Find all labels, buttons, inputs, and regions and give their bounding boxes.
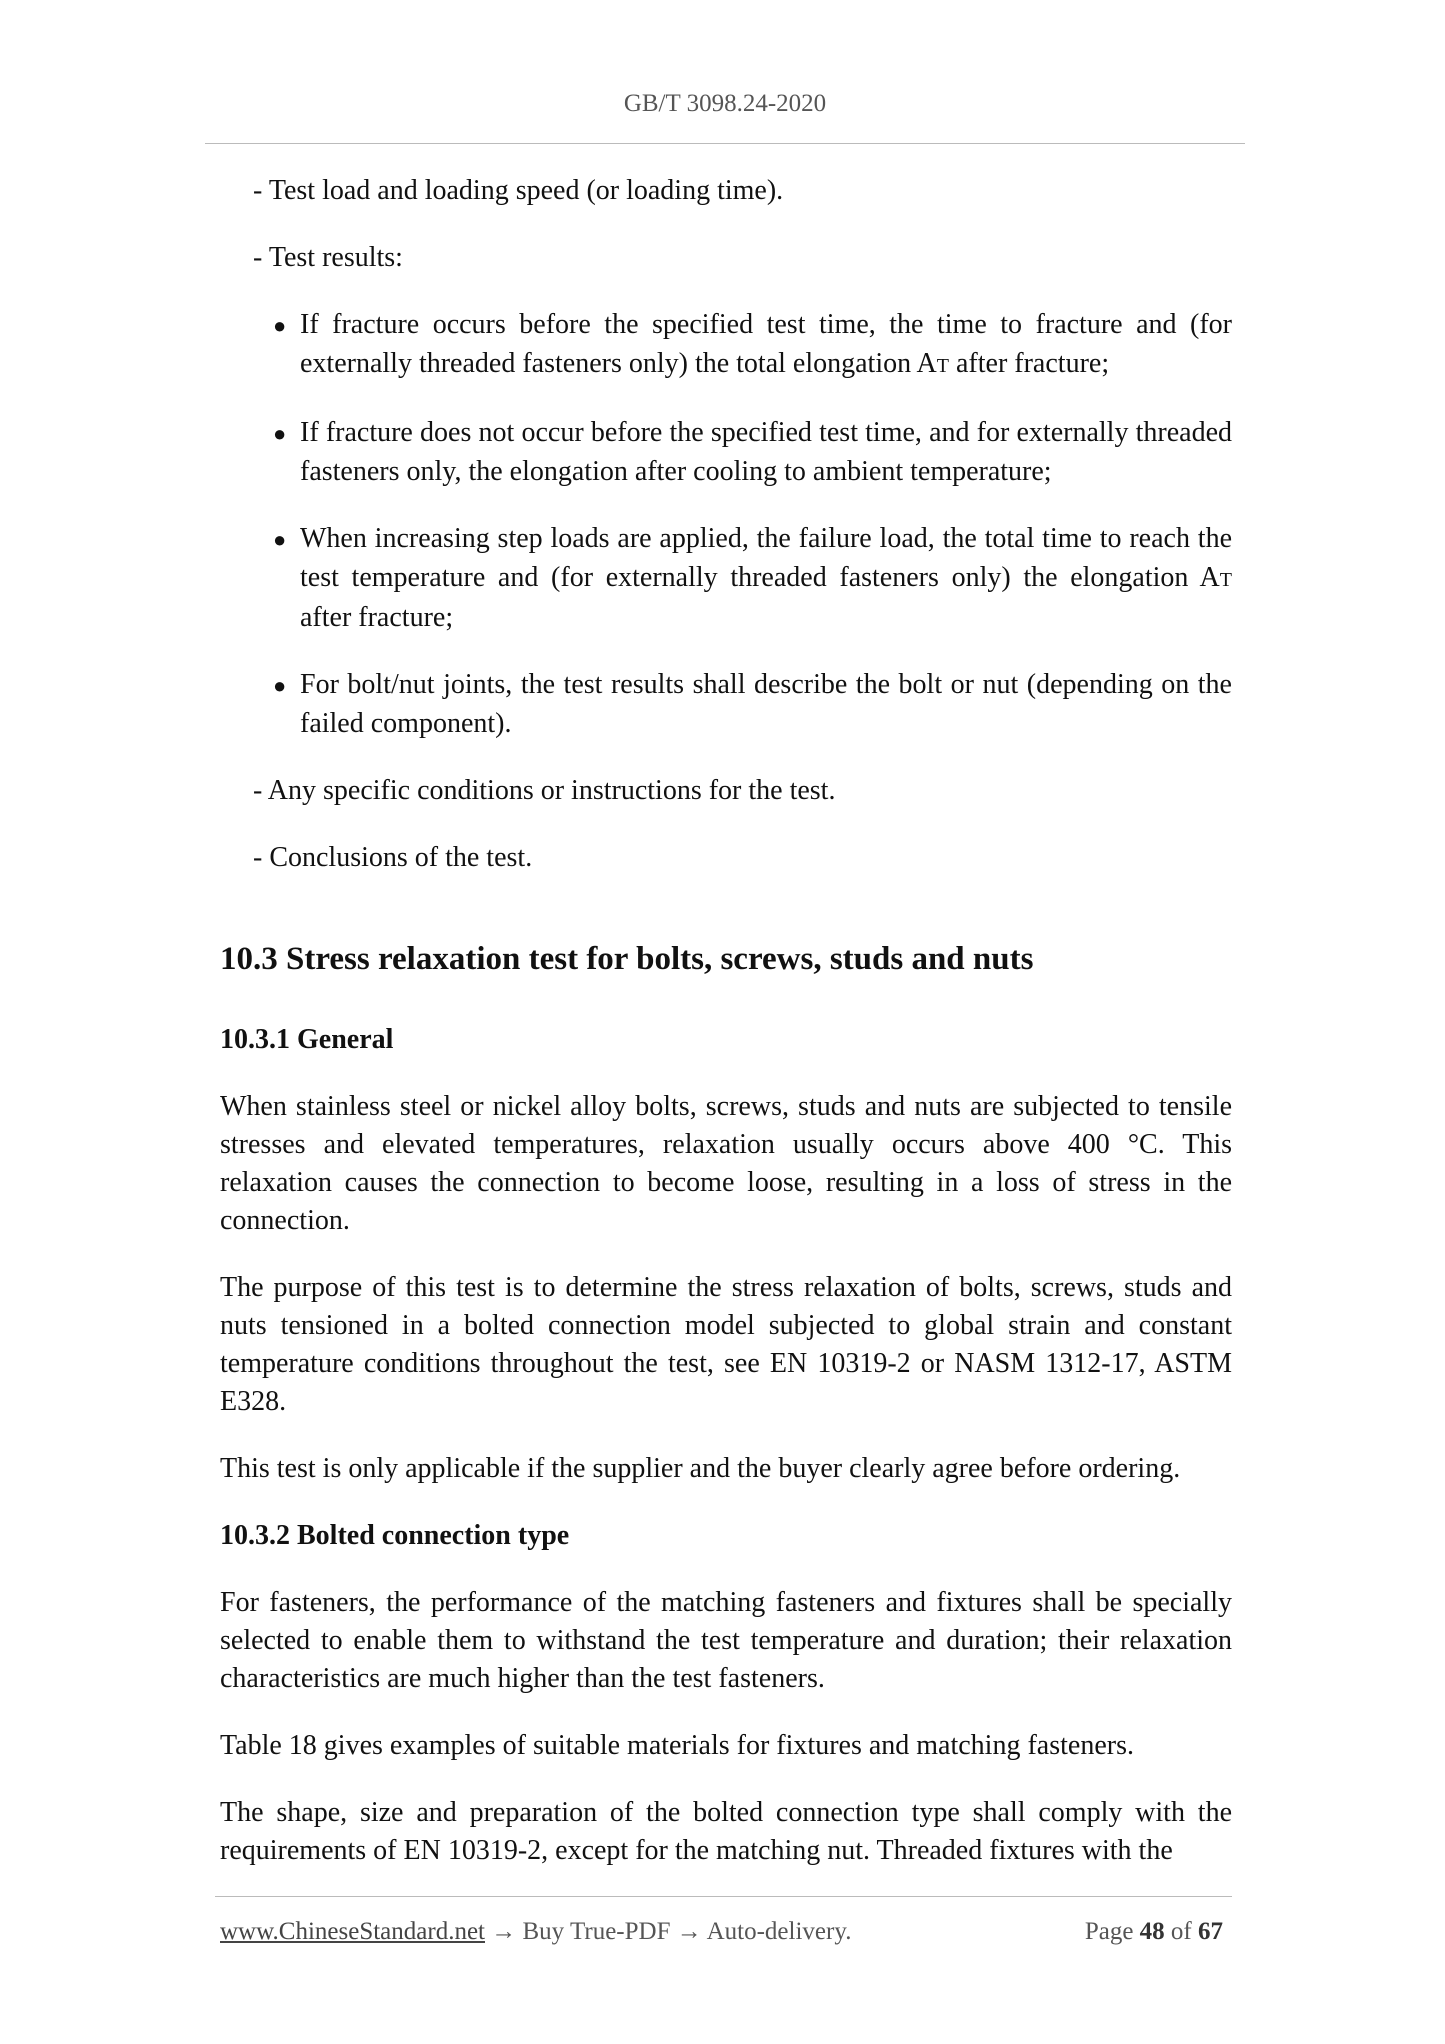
section-title: 10.3 Stress relaxation test for bolts, screws, studs and nuts bbox=[220, 941, 1034, 977]
bullet-item: ● For bolt/nut joints, the test results shall describe the bolt or nut (depending on the failed component). bbox=[273, 669, 1232, 739]
bullet-dot-icon: ● bbox=[273, 673, 287, 698]
bullet-item: ● When increasing step loads are applied, the failure load, the total time to reach the test temperature and (for externally threaded fasteners only) the elongation AT after fracture; bbox=[273, 523, 1232, 633]
list-item: - Conclusions of the test. bbox=[253, 842, 533, 873]
bullet-dot-icon: ● bbox=[273, 313, 287, 338]
subsection-title: 10.3.1 General bbox=[220, 1024, 394, 1055]
paragraph: Table 18 gives examples of suitable materials for fixtures and matching fasteners. bbox=[220, 1730, 1134, 1761]
list-item: - Any specific conditions or instructions for the test. bbox=[253, 775, 836, 806]
paragraph: The purpose of this test is to determine the stress relaxation of bolts, screws, studs and nuts tensioned in a bolted connection model subjected to global strain and constant temperature conditions throughout the test, see EN 10319-2 or NASM 1312-17, ASTM E328. bbox=[220, 1272, 1232, 1417]
website-link[interactable]: www.ChineseStandard.net bbox=[220, 1918, 485, 1945]
bullet-dot-icon: ● bbox=[273, 421, 287, 446]
page-number: Page 48 of 67 bbox=[1084, 1918, 1223, 1945]
paragraph: For fasteners, the performance of the matching fasteners and fixtures shall be specially selected to enable them to withstand the test temperature and duration; their relaxation characteristics are much higher than the test fasteners. bbox=[220, 1587, 1232, 1694]
list-item: - Test load and loading speed (or loading time). bbox=[253, 175, 784, 206]
bullet-item: ● If fracture does not occur before the specified test time, and for externally threaded fasteners only, the elongation after cooling to ambient temperature; bbox=[273, 417, 1232, 487]
footer-divider bbox=[215, 1896, 1232, 1897]
footer-promo: www.ChineseStandard.net → Buy True-PDF → Auto-delivery. bbox=[220, 1918, 852, 1945]
paragraph: The shape, size and preparation of the bolted connection type shall comply with the requirements of EN 10319-2, except for the matching nut. Threaded fixtures with the bbox=[220, 1797, 1232, 1866]
page-content bbox=[220, 172, 1232, 1899]
doc-header: GB/T 3098.24-2020 bbox=[623, 90, 827, 117]
subsection-title: 10.3.2 Bolted connection type bbox=[220, 1520, 570, 1551]
bullet-item: ● If fracture occurs before the specified test time, the time to fracture and (for externally threaded fasteners only) the total elongation AT after fracture; bbox=[273, 309, 1232, 379]
list-item: - Test results: bbox=[253, 242, 403, 273]
paragraph: This test is only applicable if the supplier and the buyer clearly agree before ordering. bbox=[220, 1453, 1181, 1484]
paragraph: When stainless steel or nickel alloy bolts, screws, studs and nuts are subjected to tensile stresses and elevated temperatures, relaxation usually occurs above 400 °C. This relaxation causes the connection to become loose, resulting in a loss of stress in the connection. bbox=[220, 1091, 1232, 1236]
bullet-dot-icon: ● bbox=[273, 527, 287, 552]
header-divider bbox=[205, 143, 1245, 144]
